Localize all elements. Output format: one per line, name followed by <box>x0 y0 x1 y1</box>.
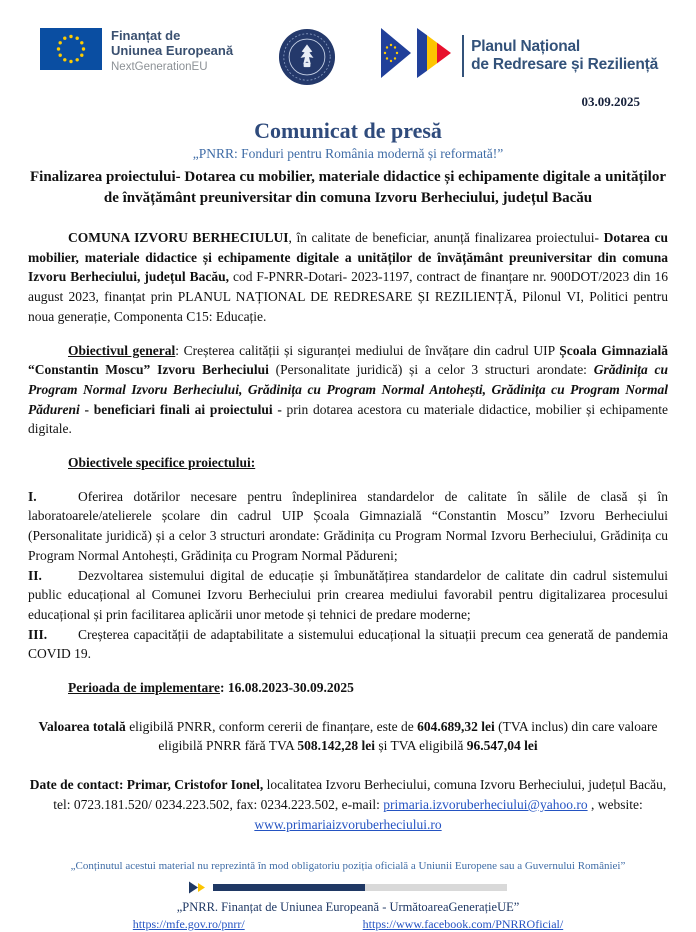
eu-logo-text <box>111 28 233 74</box>
footer-bar <box>0 881 696 894</box>
eu-logo-line3: NextGenerationEU <box>111 60 208 73</box>
objectives-heading <box>68 453 668 473</box>
text-run: prin dotarea acestora cu materiale didactice, mobilier și echipamente digitale. <box>28 401 669 437</box>
footer-motto: „PNRR. Finanțat de Uniunea Europeană - UrmătoareaGenerațieUE” <box>176 900 520 915</box>
footer-links <box>0 917 696 932</box>
pnrr-logo-line2: de Redresare și Reziliență <box>471 55 658 73</box>
text-run: Perioada de implementare <box>68 680 220 696</box>
eu-flag-icon <box>40 28 102 75</box>
press-release-title: Comunicat de presă <box>254 118 442 143</box>
pnrr-arrows-icon <box>381 28 455 83</box>
header <box>0 26 696 90</box>
pnrr-logo-divider <box>462 35 464 77</box>
text-run: (TVA inclus) din care valoare eligibilă PNRR fără TVA <box>158 718 658 754</box>
romanian-government-seal-icon <box>278 28 336 91</box>
text-run: (Personalitate juridică) și a celor 3 structuri arondate: <box>268 362 594 378</box>
text-run: Oferirea dotărilor necesare pentru îndeplinirea standardelor de calitate în sălile de clasă și în laboratoarele/atelierele școlare din cadrul UIP Școala Gimnazială “Constantin Moscu” Izvoru Berheciului (Personalitate juridică) și a celor 3 structuri arondate: Grădinița cu Program Normal Izvoru Berheciului, Grădinița cu Program Normal Antohești, Grădinița cu Program Normal Pădureni; <box>28 488 668 563</box>
footer-link-mfe[interactable]: https://mfe.gov.ro/pnrr/ <box>132 917 245 932</box>
contact-info <box>28 775 668 834</box>
text-run: 604.689,32 lei <box>417 718 495 734</box>
text-run: 16.08.2023-30.09.2025 <box>227 680 354 696</box>
implementation-period <box>68 678 668 698</box>
footer-disclaimer: „Conținutul acestui material nu reprezintă în mod obligatoriu poziția oficială a Uniunii Europene sau a Guvernului României” <box>70 860 626 873</box>
objective-item-1 <box>28 487 668 566</box>
text-run: : Creșterea calității și siguranței mediului de învățare din cadrul UIP <box>175 342 560 358</box>
footer-bar-progress <box>213 884 365 891</box>
text-run: - beneficiari finali ai proiectului - <box>79 401 287 417</box>
press-release-subtitle: „PNRR: Fonduri pentru România modernă și reformată!” <box>192 146 504 161</box>
project-heading: Finalizarea proiectului- Dotarea cu mobilier, materiale didactice și echipamente digitale a unităților de învățământ preuniversitar din comuna Izvoru Berheciului, județul Bacău <box>29 169 667 206</box>
text-run: localitatea Izvoru Berheciului, comuna Izvoru Berheciului, județul Bacău, tel: 0723.181.520/ 0234.223.502, fax: 0234.223.502, e-mail: <box>53 777 667 812</box>
hyperlink[interactable]: primaria.izvoruberheciului@yahoo.ro <box>383 796 588 812</box>
text-run: I. <box>28 488 37 504</box>
footer-bar-track <box>365 884 507 891</box>
text-run: Școala Gimnazială “Constantin Moscu” Izvoru Berheciului <box>28 342 669 378</box>
hyperlink[interactable]: www.primariaizvoruberheciului.ro <box>254 816 442 832</box>
text-run: cod F-PNRR-Dotari- 2023-1197, contract de finanțare nr. 900DOT/2023 din 16 august 2023, finanțat prin PLANUL NAȚIONAL DE REDRESARE ȘI REZILIENȚĂ, Pilonul VI, Politici pentru noua generație, Componenta C15: Educație. <box>28 269 668 324</box>
text-run: COMUNA IZVORU BERHECIULUI <box>68 230 289 245</box>
text-run: , website: <box>587 796 643 812</box>
text-run: , în calitate de beneficiar, anunță finalizarea proiectului- <box>288 230 604 245</box>
pnrr-logo-line1: Planul Național <box>471 38 581 56</box>
paragraph-general-objective <box>28 341 668 440</box>
footer-link-facebook[interactable]: https://www.facebook.com/PNRROficial/ <box>362 917 564 932</box>
text-run: 96.547,04 lei <box>466 738 538 754</box>
pnrr-logo <box>381 28 658 83</box>
text-run: Obiectivul general <box>68 342 176 358</box>
pnrr-logo-text <box>471 38 658 73</box>
text-run: Dezvoltarea sistemului digital de educație și îmbunătățirea standardelor de calitate din cadrul sistemului public educațional al Comunei Izvoru Berheciului prin crearea mediului favorabil pentru digitalizarea procesului educațional și prin facilitarea aplicării unor metode și tehnici de predare moderne; <box>28 567 668 622</box>
text-run: Obiectivele specifice proiectului: <box>68 455 256 471</box>
eu-logo-line2: Uniunea Europeană <box>111 42 234 58</box>
text-run: Grădinița cu Program Normal Izvoru Berheciului, Grădinița cu Program Normal Antohești, Grădinița cu Program Normal Pădureni <box>28 362 669 417</box>
text-run: : <box>219 680 228 696</box>
text-run: Date de contact: Primar, Cristofor Ionel, <box>29 777 264 793</box>
text-run: II. <box>28 567 42 583</box>
total-value <box>28 717 668 756</box>
eu-logo-line1: Finanțat de <box>111 28 181 43</box>
text-run: Dotarea cu mobilier, materiale didactice și echipamente digitale a unităților de învățământ preuniversitar din comuna Izvoru Berheciului, județul Bacău, <box>28 230 668 285</box>
text-run: Valoarea totală <box>38 718 126 734</box>
eu-funding-logo <box>40 28 233 75</box>
text-run: 508.142,28 lei <box>297 738 375 754</box>
objective-item-3 <box>28 625 668 664</box>
paragraph-beneficiary <box>28 228 668 327</box>
text-run: eligibilă PNRR, conform cererii de finanțare, este de <box>125 718 418 734</box>
footer-arrow-icon <box>189 881 213 894</box>
text-run: III. <box>28 626 48 642</box>
text-run: și TVA eligibilă <box>374 738 467 754</box>
document-date: 03.09.2025 <box>581 94 640 109</box>
objective-item-2 <box>28 566 668 625</box>
text-run: Creșterea capacității de adaptabilitate a sistemului educațional la situații precum cea generată de pandemia COVID 19. <box>28 626 668 662</box>
